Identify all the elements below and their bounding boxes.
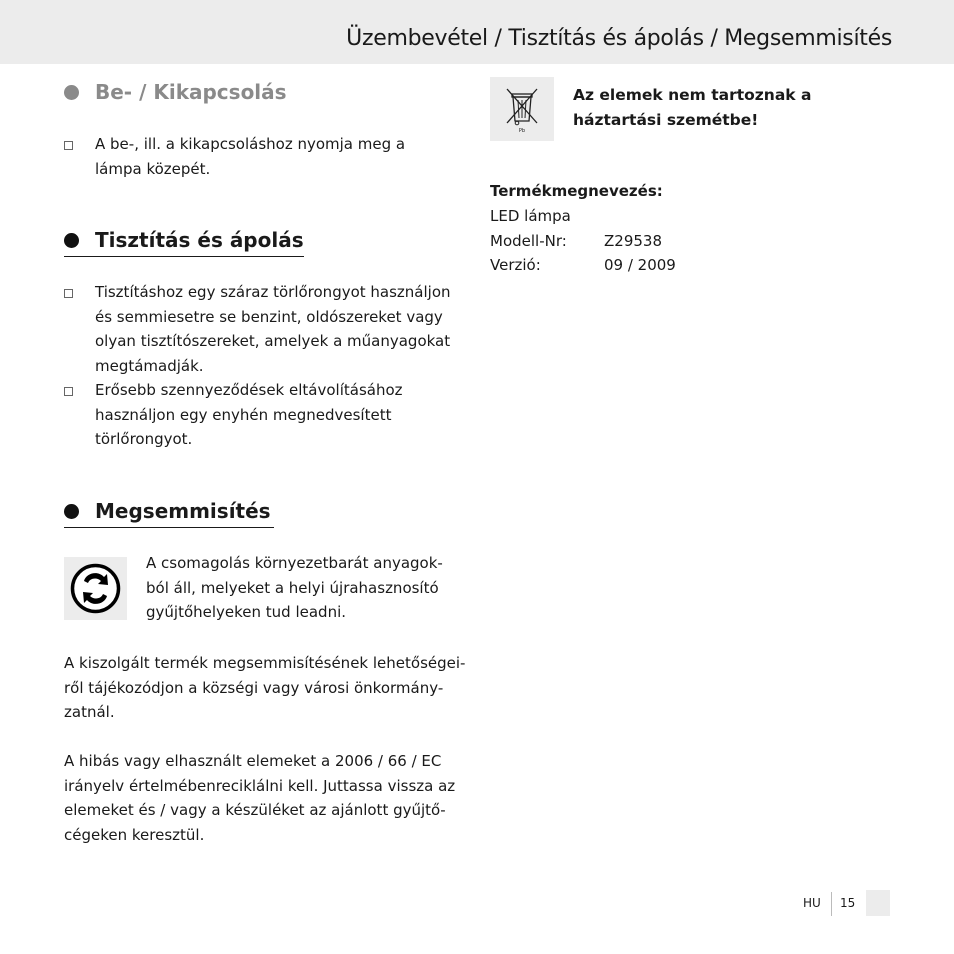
heading-underline — [64, 256, 304, 257]
footer-divider — [831, 892, 832, 916]
bullet-dot-icon — [64, 504, 79, 519]
model-label: Modell-Nr: — [490, 232, 567, 250]
model-value: Z29538 — [604, 232, 662, 250]
section-heading-switch — [64, 80, 287, 104]
list-item: Erősebb szennyeződések eltávolításához használjon egy enyhén megnedvesített törlőrongyot. — [95, 378, 495, 452]
product-heading: Termékmegnevezés: — [490, 182, 663, 200]
section-heading-disposal — [64, 499, 271, 523]
checkbox-square-icon — [64, 289, 73, 298]
crossed-out-wheelie-bin-icon — [490, 77, 554, 141]
version-label: Verzió: — [490, 256, 541, 274]
recycling-text: A csomagolás környezetbarát anyagok- ból áll, melyeket a helyi újrahasznosító gyűjtőhelyeken tud leadni. — [146, 554, 443, 621]
bullet-dot-icon — [64, 85, 79, 100]
disposal-paragraph-1: A kiszolgált termék megsemmisítésének lehetőségei- ről tájékozódjon a községi vagy városi önkormány- zatnál. — [64, 654, 466, 721]
green-dot-recycling-icon — [64, 557, 127, 620]
battery-notice-text: Az elemek nem tartoznak a háztartási szemétbe! — [573, 86, 812, 129]
section-title: Be- / Kikapcsolás — [95, 80, 287, 104]
bullet-dot-icon — [64, 233, 79, 248]
recycling-symbol — [64, 557, 127, 620]
footer-language: HU — [803, 896, 821, 910]
product-name: LED lámpa — [490, 207, 571, 225]
checkbox-square-icon — [64, 387, 73, 396]
page-number: 15 — [840, 896, 856, 910]
list-item: A be-, ill. a kikapcsoláshoz nyomja meg a lámpa közepét. — [95, 132, 495, 181]
footer-box — [866, 890, 890, 916]
checkbox-square-icon — [64, 141, 73, 150]
list-item: Tisztításhoz egy száraz törlőrongyot használjon és semmiesetre se benzint, oldószereket vagy olyan tisztítószereket, amelyek a műanyagokat megtámadják. — [95, 280, 495, 378]
version-value: 09 / 2009 — [604, 256, 676, 274]
page-header-title: Üzembevétel / Tisztítás és ápolás / Megsemmisítés — [346, 26, 892, 51]
section-title: Megsemmisítés — [95, 499, 271, 523]
battery-bin-symbol — [490, 77, 554, 141]
section-heading-cleaning — [64, 228, 304, 252]
bin-label: Pb — [518, 128, 526, 134]
disposal-paragraph-2: A hibás vagy elhasznált elemeket a 2006 / 66 / EC irányelv értelmébenreciklálni kell. Juttassa vissza az elemeket és / vagy a készüléket az ajánlott gyűjtő- cégeken keresztül. — [64, 752, 456, 844]
heading-underline — [64, 527, 274, 528]
section-title: Tisztítás és ápolás — [95, 228, 304, 252]
